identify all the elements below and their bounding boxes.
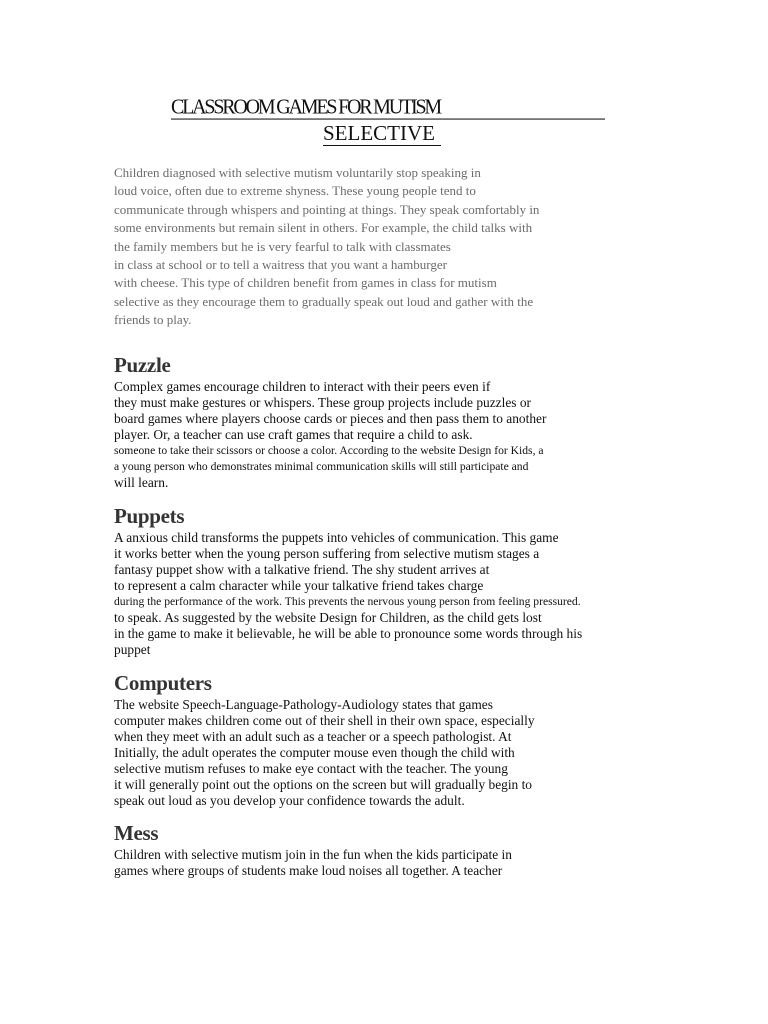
intro-line: communicate through whispers and pointing at things. They speak comfortably in <box>114 201 540 217</box>
body-line: will learn. <box>114 475 169 490</box>
body-line: games where groups of students make loud noises all together. A teacher <box>114 863 503 878</box>
body-line: during the performance of the work. This prevents the nervous young person from feeling pressured. <box>114 595 581 608</box>
section-puppets <box>114 504 694 658</box>
body-line: a young person who demonstrates minimal communication skills will still participate and <box>114 460 529 473</box>
body-line: they must make gestures or whispers. These group projects include puzzles or <box>114 395 531 410</box>
body-line: fantasy puppet show with a talkative friend. The shy student arrives at <box>114 562 490 577</box>
body-line: to represent a calm character while your talkative friend takes charge <box>114 578 484 593</box>
body-line: Initially, the adult operates the computer mouse even though the child with <box>114 745 515 760</box>
section-body <box>114 697 694 809</box>
section-mess <box>114 821 694 879</box>
body-line: selective mutism refuses to make eye contact with the teacher. The young <box>114 761 508 776</box>
body-line: puppet <box>114 642 151 657</box>
body-line: it will generally point out the options on the screen but will gradually begin to <box>114 777 533 792</box>
body-line: to speak. As suggested by the website Design for Children, as the child gets lost <box>114 610 542 625</box>
intro-line: in class at school or to tell a waitress that you want a hamburger <box>114 256 447 272</box>
body-line: when they meet with an adult such as a teacher or a speech pathologist. At <box>114 729 512 744</box>
section-heading: Puzzle <box>114 353 171 377</box>
intro-line: Children diagnosed with selective mutism voluntarily stop speaking in <box>114 165 481 180</box>
body-line: Children with selective mutism join in the fun when the kids participate in <box>114 847 512 862</box>
section-body <box>114 379 694 491</box>
intro-line: some environments but remain silent in others. For example, the child talks with <box>114 220 533 236</box>
section-body <box>114 847 694 879</box>
body-line: speak out loud as you develop your confidence towards the adult. <box>114 793 465 808</box>
section-puzzle <box>114 353 694 491</box>
section-body <box>114 530 694 658</box>
body-line: Complex games encourage children to interact with their peers even if <box>114 379 491 394</box>
intro-line: selective as they encourage them to gradually speak out loud and gather with the <box>114 293 534 309</box>
document-title: CLASSROOM GAMES FOR MUTISM <box>171 95 605 119</box>
intro-line: friends to play. <box>114 312 192 328</box>
intro-line: the family members but he is very fearful to talk with classmates <box>114 238 451 254</box>
body-line: it works better when the young person suffering from selective mutism stages a <box>114 546 540 561</box>
intro-line: loud voice, often due to extreme shyness. These young people tend to <box>114 183 476 199</box>
body-line: someone to take their scissors or choose a color. According to the website Design for Kids, a <box>114 444 544 457</box>
intro-line: with cheese. This type of children benefit from games in class for mutism <box>114 275 497 291</box>
body-line: player. Or, a teacher can use craft games that require a child to ask. <box>114 427 473 442</box>
section-heading: Puppets <box>114 504 185 528</box>
body-line: computer makes children come out of their shell in their own space, especially <box>114 713 535 728</box>
document-title-continued: SELECTIVE <box>323 121 441 146</box>
intro-paragraph <box>114 164 584 330</box>
body-line: in the game to make it believable, he will be able to pronounce some words through his <box>114 626 583 641</box>
body-line: The website Speech-Language-Pathology-Audiology states that games <box>114 697 493 712</box>
section-computers <box>114 671 694 809</box>
body-line: board games where players choose cards or pieces and then pass them to another <box>114 411 547 426</box>
body-line: A anxious child transforms the puppets into vehicles of communication. This game <box>114 530 559 545</box>
section-heading: Mess <box>114 821 159 845</box>
section-heading: Computers <box>114 671 212 695</box>
